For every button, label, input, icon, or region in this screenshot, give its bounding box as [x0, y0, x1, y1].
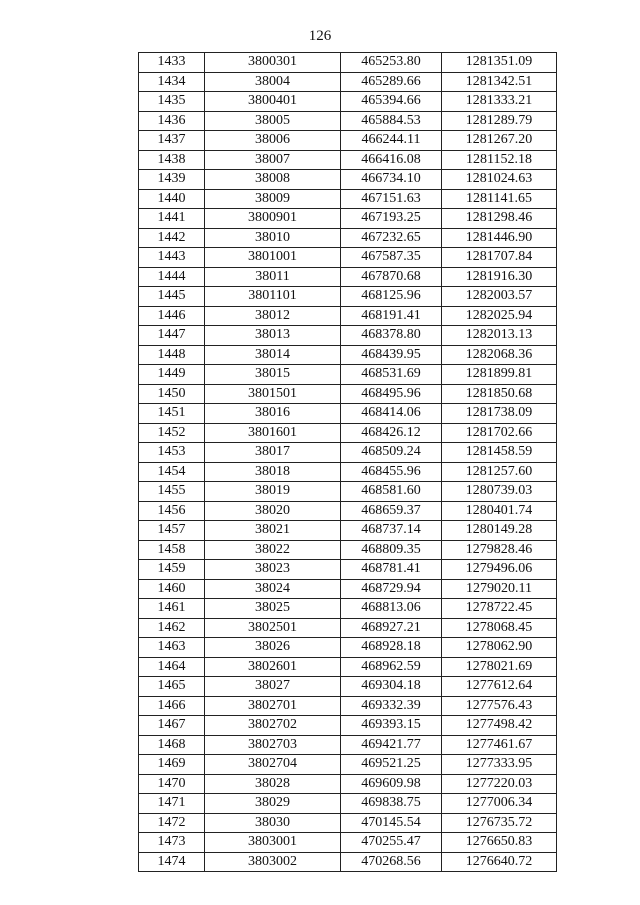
coordinates-table-body [139, 53, 557, 872]
table-row [139, 735, 557, 755]
y-coordinate-cell: 1281702.66 [442, 423, 557, 443]
row-number-cell: 1460 [139, 579, 205, 599]
x-coordinate-cell: 468426.12 [341, 423, 442, 443]
point-id-cell: 38022 [205, 540, 341, 560]
point-id-cell: 38029 [205, 794, 341, 814]
y-coordinate-cell: 1277333.95 [442, 755, 557, 775]
point-id-cell: 38005 [205, 111, 341, 131]
y-coordinate-cell: 1280401.74 [442, 501, 557, 521]
point-id-cell: 38015 [205, 365, 341, 385]
row-number-cell: 1446 [139, 306, 205, 326]
x-coordinate-cell: 465253.80 [341, 53, 442, 73]
coordinates-table [138, 52, 557, 872]
x-coordinate-cell: 468509.24 [341, 443, 442, 463]
table-row [139, 287, 557, 307]
row-number-cell: 1462 [139, 618, 205, 638]
table-row [139, 852, 557, 872]
row-number-cell: 1445 [139, 287, 205, 307]
y-coordinate-cell: 1278068.45 [442, 618, 557, 638]
x-coordinate-cell: 466734.10 [341, 170, 442, 190]
table-row [139, 326, 557, 346]
point-id-cell: 38004 [205, 72, 341, 92]
y-coordinate-cell: 1281333.21 [442, 92, 557, 112]
point-id-cell: 38013 [205, 326, 341, 346]
x-coordinate-cell: 465884.53 [341, 111, 442, 131]
x-coordinate-cell: 468455.96 [341, 462, 442, 482]
point-id-cell: 3803002 [205, 852, 341, 872]
x-coordinate-cell: 468378.80 [341, 326, 442, 346]
table-row [139, 170, 557, 190]
point-id-cell: 3803001 [205, 833, 341, 853]
point-id-cell: 38027 [205, 677, 341, 697]
table-row [139, 306, 557, 326]
y-coordinate-cell: 1281899.81 [442, 365, 557, 385]
row-number-cell: 1454 [139, 462, 205, 482]
x-coordinate-cell: 469609.98 [341, 774, 442, 794]
y-coordinate-cell: 1276640.72 [442, 852, 557, 872]
row-number-cell: 1448 [139, 345, 205, 365]
y-coordinate-cell: 1280149.28 [442, 521, 557, 541]
table-row [139, 599, 557, 619]
point-id-cell: 3802501 [205, 618, 341, 638]
x-coordinate-cell: 466244.11 [341, 131, 442, 151]
y-coordinate-cell: 1281351.09 [442, 53, 557, 73]
y-coordinate-cell: 1280739.03 [442, 482, 557, 502]
point-id-cell: 38023 [205, 560, 341, 580]
page-number: 126 [308, 28, 332, 44]
row-number-cell: 1465 [139, 677, 205, 697]
y-coordinate-cell: 1277461.67 [442, 735, 557, 755]
point-id-cell: 3802601 [205, 657, 341, 677]
y-coordinate-cell: 1279496.06 [442, 560, 557, 580]
row-number-cell: 1466 [139, 696, 205, 716]
x-coordinate-cell: 465394.66 [341, 92, 442, 112]
x-coordinate-cell: 468928.18 [341, 638, 442, 658]
x-coordinate-cell: 467151.63 [341, 189, 442, 209]
point-id-cell: 38017 [205, 443, 341, 463]
x-coordinate-cell: 465289.66 [341, 72, 442, 92]
point-id-cell: 38020 [205, 501, 341, 521]
table-row [139, 404, 557, 424]
y-coordinate-cell: 1281024.63 [442, 170, 557, 190]
table-row [139, 716, 557, 736]
point-id-cell: 38012 [205, 306, 341, 326]
row-number-cell: 1435 [139, 92, 205, 112]
y-coordinate-cell: 1277220.03 [442, 774, 557, 794]
table-row [139, 228, 557, 248]
row-number-cell: 1469 [139, 755, 205, 775]
x-coordinate-cell: 470145.54 [341, 813, 442, 833]
table-row [139, 248, 557, 268]
y-coordinate-cell: 1281446.90 [442, 228, 557, 248]
y-coordinate-cell: 1281850.68 [442, 384, 557, 404]
row-number-cell: 1455 [139, 482, 205, 502]
y-coordinate-cell: 1281298.46 [442, 209, 557, 229]
x-coordinate-cell: 468495.96 [341, 384, 442, 404]
row-number-cell: 1473 [139, 833, 205, 853]
y-coordinate-cell: 1277612.64 [442, 677, 557, 697]
point-id-cell: 38018 [205, 462, 341, 482]
table-row [139, 189, 557, 209]
row-number-cell: 1474 [139, 852, 205, 872]
table-row [139, 53, 557, 73]
table-row [139, 638, 557, 658]
row-number-cell: 1457 [139, 521, 205, 541]
y-coordinate-cell: 1281458.59 [442, 443, 557, 463]
table-row [139, 696, 557, 716]
y-coordinate-cell: 1278722.45 [442, 599, 557, 619]
row-number-cell: 1444 [139, 267, 205, 287]
x-coordinate-cell: 468927.21 [341, 618, 442, 638]
point-id-cell: 38009 [205, 189, 341, 209]
row-number-cell: 1441 [139, 209, 205, 229]
table-row [139, 72, 557, 92]
x-coordinate-cell: 466416.08 [341, 150, 442, 170]
point-id-cell: 38024 [205, 579, 341, 599]
x-coordinate-cell: 468809.35 [341, 540, 442, 560]
x-coordinate-cell: 470268.56 [341, 852, 442, 872]
row-number-cell: 1467 [139, 716, 205, 736]
x-coordinate-cell: 469332.39 [341, 696, 442, 716]
table-row [139, 774, 557, 794]
x-coordinate-cell: 469421.77 [341, 735, 442, 755]
row-number-cell: 1438 [139, 150, 205, 170]
point-id-cell: 3801001 [205, 248, 341, 268]
y-coordinate-cell: 1282025.94 [442, 306, 557, 326]
row-number-cell: 1434 [139, 72, 205, 92]
row-number-cell: 1436 [139, 111, 205, 131]
row-number-cell: 1468 [139, 735, 205, 755]
row-number-cell: 1451 [139, 404, 205, 424]
row-number-cell: 1439 [139, 170, 205, 190]
table-row [139, 92, 557, 112]
x-coordinate-cell: 467587.35 [341, 248, 442, 268]
x-coordinate-cell: 468581.60 [341, 482, 442, 502]
table-row [139, 131, 557, 151]
y-coordinate-cell: 1282003.57 [442, 287, 557, 307]
table-row [139, 657, 557, 677]
row-number-cell: 1452 [139, 423, 205, 443]
x-coordinate-cell: 467870.68 [341, 267, 442, 287]
table-row [139, 755, 557, 775]
table-row [139, 501, 557, 521]
y-coordinate-cell: 1282013.13 [442, 326, 557, 346]
point-id-cell: 3802701 [205, 696, 341, 716]
point-id-cell: 3802703 [205, 735, 341, 755]
table-row [139, 482, 557, 502]
y-coordinate-cell: 1281707.84 [442, 248, 557, 268]
row-number-cell: 1472 [139, 813, 205, 833]
x-coordinate-cell: 468659.37 [341, 501, 442, 521]
y-coordinate-cell: 1277576.43 [442, 696, 557, 716]
y-coordinate-cell: 1281916.30 [442, 267, 557, 287]
y-coordinate-cell: 1281342.51 [442, 72, 557, 92]
y-coordinate-cell: 1281289.79 [442, 111, 557, 131]
point-id-cell: 38014 [205, 345, 341, 365]
row-number-cell: 1471 [139, 794, 205, 814]
table-row [139, 579, 557, 599]
row-number-cell: 1463 [139, 638, 205, 658]
x-coordinate-cell: 469304.18 [341, 677, 442, 697]
point-id-cell: 3800401 [205, 92, 341, 112]
table-row [139, 833, 557, 853]
row-number-cell: 1443 [139, 248, 205, 268]
row-number-cell: 1433 [139, 53, 205, 73]
table-row [139, 150, 557, 170]
point-id-cell: 38006 [205, 131, 341, 151]
y-coordinate-cell: 1278062.90 [442, 638, 557, 658]
x-coordinate-cell: 468191.41 [341, 306, 442, 326]
table-row [139, 365, 557, 385]
x-coordinate-cell: 469838.75 [341, 794, 442, 814]
row-number-cell: 1440 [139, 189, 205, 209]
point-id-cell: 38026 [205, 638, 341, 658]
y-coordinate-cell: 1281267.20 [442, 131, 557, 151]
y-coordinate-cell: 1281738.09 [442, 404, 557, 424]
row-number-cell: 1458 [139, 540, 205, 560]
point-id-cell: 38028 [205, 774, 341, 794]
y-coordinate-cell: 1281152.18 [442, 150, 557, 170]
y-coordinate-cell: 1277006.34 [442, 794, 557, 814]
x-coordinate-cell: 468125.96 [341, 287, 442, 307]
point-id-cell: 38011 [205, 267, 341, 287]
point-id-cell: 38030 [205, 813, 341, 833]
table-row [139, 267, 557, 287]
x-coordinate-cell: 468781.41 [341, 560, 442, 580]
point-id-cell: 38008 [205, 170, 341, 190]
x-coordinate-cell: 469521.25 [341, 755, 442, 775]
table-row [139, 384, 557, 404]
table-row [139, 560, 557, 580]
table-row [139, 345, 557, 365]
point-id-cell: 3801101 [205, 287, 341, 307]
table-row [139, 443, 557, 463]
x-coordinate-cell: 468737.14 [341, 521, 442, 541]
table-row [139, 521, 557, 541]
row-number-cell: 1447 [139, 326, 205, 346]
x-coordinate-cell: 470255.47 [341, 833, 442, 853]
y-coordinate-cell: 1281141.65 [442, 189, 557, 209]
y-coordinate-cell: 1276650.83 [442, 833, 557, 853]
table-row [139, 677, 557, 697]
row-number-cell: 1456 [139, 501, 205, 521]
table-row [139, 462, 557, 482]
table-row [139, 540, 557, 560]
row-number-cell: 1453 [139, 443, 205, 463]
table-row [139, 111, 557, 131]
row-number-cell: 1442 [139, 228, 205, 248]
table-row [139, 618, 557, 638]
y-coordinate-cell: 1278021.69 [442, 657, 557, 677]
row-number-cell: 1470 [139, 774, 205, 794]
y-coordinate-cell: 1279020.11 [442, 579, 557, 599]
x-coordinate-cell: 468813.06 [341, 599, 442, 619]
y-coordinate-cell: 1276735.72 [442, 813, 557, 833]
y-coordinate-cell: 1279828.46 [442, 540, 557, 560]
table-row [139, 209, 557, 229]
row-number-cell: 1449 [139, 365, 205, 385]
x-coordinate-cell: 469393.15 [341, 716, 442, 736]
x-coordinate-cell: 468729.94 [341, 579, 442, 599]
point-id-cell: 38019 [205, 482, 341, 502]
x-coordinate-cell: 467232.65 [341, 228, 442, 248]
table-row [139, 423, 557, 443]
x-coordinate-cell: 467193.25 [341, 209, 442, 229]
row-number-cell: 1437 [139, 131, 205, 151]
table-row [139, 794, 557, 814]
point-id-cell: 3800901 [205, 209, 341, 229]
table-row [139, 813, 557, 833]
point-id-cell: 3800301 [205, 53, 341, 73]
x-coordinate-cell: 468439.95 [341, 345, 442, 365]
point-id-cell: 38021 [205, 521, 341, 541]
point-id-cell: 38016 [205, 404, 341, 424]
y-coordinate-cell: 1282068.36 [442, 345, 557, 365]
point-id-cell: 38007 [205, 150, 341, 170]
row-number-cell: 1461 [139, 599, 205, 619]
point-id-cell: 3802702 [205, 716, 341, 736]
y-coordinate-cell: 1281257.60 [442, 462, 557, 482]
y-coordinate-cell: 1277498.42 [442, 716, 557, 736]
point-id-cell: 3801501 [205, 384, 341, 404]
row-number-cell: 1450 [139, 384, 205, 404]
point-id-cell: 3802704 [205, 755, 341, 775]
x-coordinate-cell: 468962.59 [341, 657, 442, 677]
point-id-cell: 38025 [205, 599, 341, 619]
row-number-cell: 1459 [139, 560, 205, 580]
x-coordinate-cell: 468531.69 [341, 365, 442, 385]
row-number-cell: 1464 [139, 657, 205, 677]
point-id-cell: 38010 [205, 228, 341, 248]
x-coordinate-cell: 468414.06 [341, 404, 442, 424]
point-id-cell: 3801601 [205, 423, 341, 443]
